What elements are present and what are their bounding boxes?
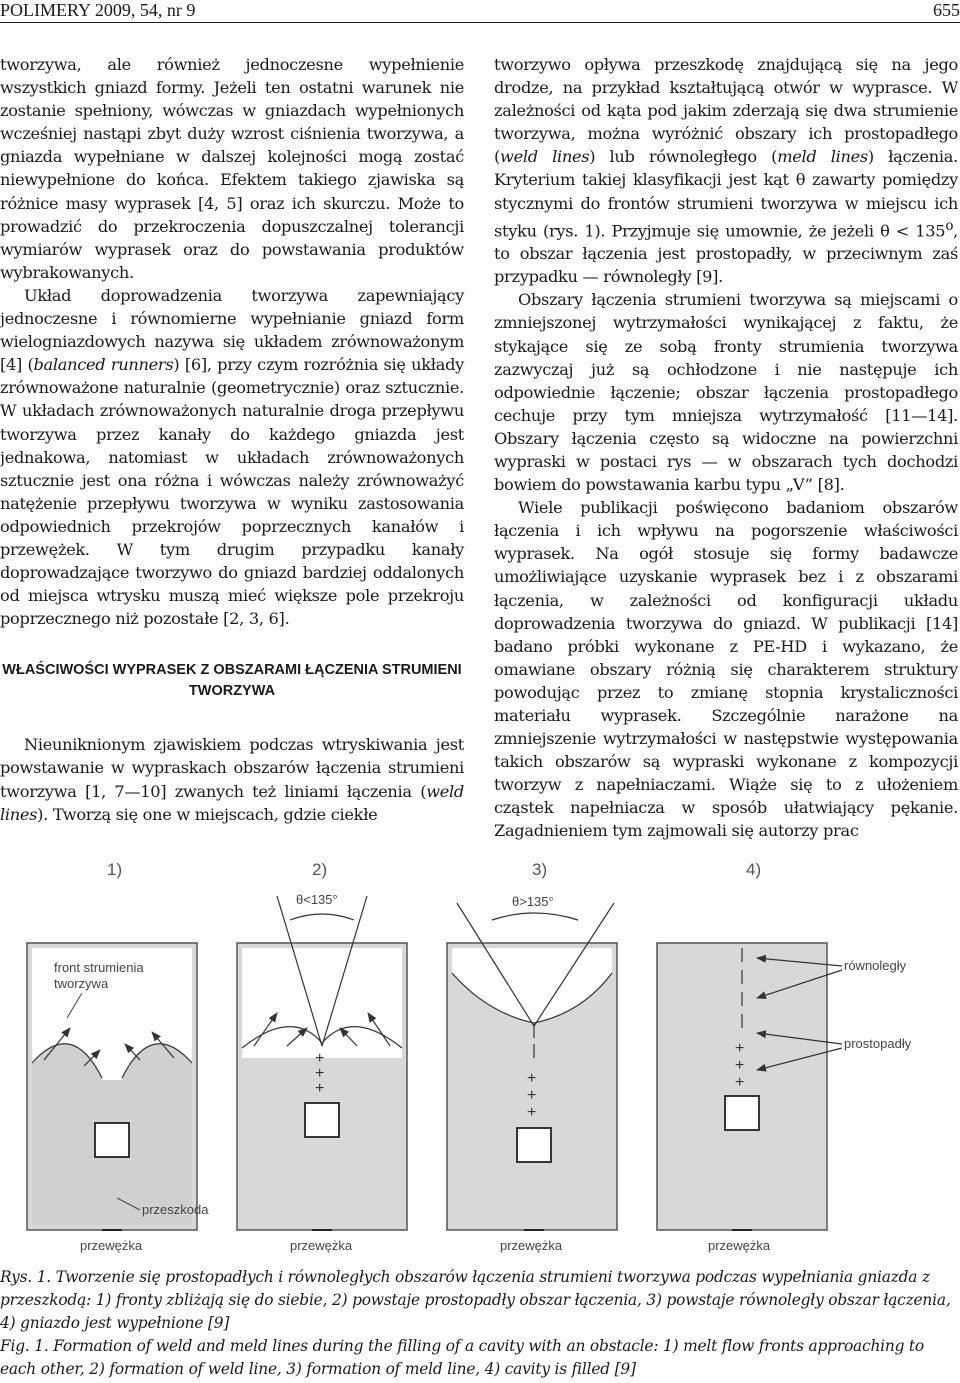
page-number: 655 — [933, 0, 960, 20]
panel-label: 4) — [746, 860, 762, 879]
panel-4 — [657, 943, 912, 1253]
svg-text:+: + — [735, 1074, 745, 1091]
front-label: tworzywa — [54, 976, 109, 991]
paragraph — [494, 53, 958, 288]
figure-diagram — [22, 848, 942, 1256]
svg-text:+: + — [735, 1057, 745, 1074]
italic-term: weld lines — [500, 147, 590, 167]
svg-text:+: + — [315, 1065, 325, 1082]
text-run: Nieuniknionym zjawiskiem podczas wtryskiwania jest powstawanie w wypraskach obszarów łączenia strumieni tworzywa [1, 7—10] zwanych też liniami łączenia ( — [0, 735, 464, 801]
svg-text:+: + — [315, 1080, 325, 1097]
italic-term: balanced runners — [33, 355, 174, 375]
italic-term: meld lines — [777, 147, 868, 167]
page-header — [0, 0, 960, 23]
text-run: , to obszar łączenia jest prostopadły, w przeciwnym zaś przypadku — równoległy [9]. — [494, 221, 958, 287]
svg-text:+: + — [527, 1070, 537, 1087]
figure-1 — [22, 848, 942, 1256]
degree-superscript: o — [945, 217, 954, 234]
constriction-label: przewężka — [708, 1238, 771, 1253]
text-run: ) lub równoległego ( — [589, 147, 778, 167]
text-run: ). Tworzą się one w miejscach, gdzie ciekłe — [37, 804, 378, 824]
svg-text:+: + — [527, 1104, 537, 1121]
panel-1 — [27, 943, 209, 1253]
panel-label: 3) — [532, 860, 548, 879]
constriction-label: przewężka — [500, 1238, 563, 1253]
panel-2 — [237, 892, 407, 1253]
constriction-label: przewężka — [80, 1238, 143, 1253]
caption-english: Fig. 1. Formation of weld and meld lines during the filling of a cavity with an obstacle: 1) melt flow fronts approaching to each other, 2) formation of weld line, 3) formation of meld line, 4) cavity is filled [9] — [0, 1337, 924, 1379]
panel-label: 2) — [312, 860, 328, 879]
paragraph — [0, 733, 464, 825]
svg-text:+: + — [315, 1050, 325, 1067]
panel-3 — [447, 894, 617, 1253]
paragraph: Wiele publikacji poświęcono badaniom obszarów łączenia i ich wpływu na pogorszenie właściwości wyprasek. Na ogół stosuje się formy badawcze umożliwiające uzyskanie wyprasek bez i z obszarami łączenia, w zależności od konfiguracji układu doprowadzenia tworzywa do gniazd. W publikacji [14] badano próbki wykonane z PE-HD i wykazano, że omawiane obszary różnią się charakterem struktury powodując przez to zmianę stopnia krystaliczności materiału wyprasek. Szczególnie narażone na zmniejszenie wytrzymałości w następstwie występowania takich obszarów są wypraski wykonane z kompozycji tworzyw z napełniaczami. Wiąże się to z ułożeniem cząstek napełniacza w sposób ułatwiający pękanie. Zagadnieniem tym zajmowali się autorzy prac — [494, 498, 958, 841]
paragraph — [0, 284, 464, 630]
left-column — [0, 53, 464, 826]
text-run: tworzywo opływa przeszkodę znajdującą się na jego drodze, na przykład kształtującą otwór w wyprasce. W zależności od kąta pod jakim zderzają się dwa strumienie tworzywa, można wyróżnić obszary ich prostopadłego ( — [494, 55, 958, 167]
running-head: POLIMERY 2009, 54, nr 9 — [0, 0, 196, 20]
paragraph: Obszary łączenia strumieni tworzywa są miejscami o zmniejszonej wytrzymałości wynikającej z faktu, że stykające się ze sobą fronty strumienia tworzywa zazwyczaj już są ochłodzone i nie następuje ich odpowiednie łączenie; obszar łączenia prostopadłego cechuje przy tym mniejsza wytrzymałość [11—14]. Obszary łączenia często są widoczne na powierzchni wypraski w postaci rys — w obszarach tych dochodzi bowiem do powstawania karbu typu „V” [8]. — [494, 290, 958, 495]
italic-term: weld lines — [0, 781, 464, 824]
text-run: Układ doprowadzenia tworzywa zapewniający jednoczesne i równomierne wypełnianie gniazd form wielogniazdowych nazywa się układem zrównoważonym [4] ( — [0, 285, 464, 375]
svg-text:+: + — [527, 1087, 537, 1104]
paragraph: tworzywa, ale również jednoczesne wypełnienie wszystkich gniazd formy. Jeżeli ten ostatni warunek nie zostanie spełniony, wówczas w gniazdach wypełnionych wcześniej nastąpi zbyt duży wzrost ciśnienia tworzywa, a gniazda wypełniane w dalszej kolejności mogą zostać niewypełnione do końca. Efektem takiego zjawiska są różnice masy wyprasek [4, 5] oraz ich skurczu. Może to prowadzić do przekroczenia dopuszczalnej tolerancji wymiarów wyprasek oraz do powstawania produktów wybrakowanych. — [0, 55, 464, 282]
figure-caption — [0, 1266, 960, 1381]
constriction-label: przewężka — [290, 1238, 353, 1253]
obstacle-label: przeszkoda — [142, 1202, 209, 1217]
svg-text:+: + — [735, 1040, 745, 1057]
text-run: ) łączenia. Kryterium takiej klasyfikacji jest kąt θ zawarty pomiędzy stycznymi do frontów strumieni tworzywa w miejscu ich styku (rys. 1). Przyjmuje się umownie, że jeżeli θ < 135 — [494, 147, 958, 241]
front-label: front strumienia — [54, 960, 144, 975]
perpendicular-label: prostopadły — [844, 1036, 912, 1051]
section-heading: WŁAŚCIWOŚCI WYPRASEK Z OBSZARAMI ŁĄCZENIA STRUMIENI TWORZYWA — [2, 662, 462, 700]
angle-label: θ>135° — [512, 894, 554, 909]
angle-label: θ<135° — [296, 892, 338, 907]
caption-polish: Rys. 1. Tworzenie się prostopadłych i równoległych obszarów łączenia strumieni tworzywa podczas wypełniania gniazda z przeszkodą: 1) fronty zbliżają się do siebie, 2) powstaje prostopadły obszar łączenia, 3) powstaje równoległy obszar łączenia, 4) gniazdo jest wypełnione [9] — [0, 1268, 951, 1332]
parallel-label: równoległy — [844, 958, 907, 973]
text-run: ) [6], przy czym rozróżnia się układy zrównoważone naturalnie (geometrycznie) oraz sztucznie. W układach zrównoważonych naturalnie droga przepływu tworzywa przez kanały do każdego gniazda jest jednakowa, natomiast w układach zrównoważonych sztucznie jest ona różna i wówczas należy zrównoważyć natężenie przepływu tworzywa w wyniku zastosowania odpowiednich przekrojów poprzecznych kanałów i przewężek. W tym drugim przypadku kanały doprowadzające tworzywo do gniazd bardziej oddalonych od miejsca wtrysku muszą mieć większe pole przekroju poprzecznego niż pozostałe [2, 3, 6]. — [0, 355, 465, 629]
right-column — [494, 53, 958, 843]
panel-label: 1) — [107, 860, 123, 879]
